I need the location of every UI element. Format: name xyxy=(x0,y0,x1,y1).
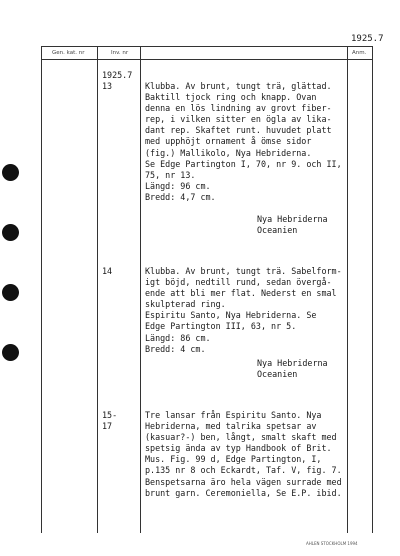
column-divider xyxy=(372,46,373,533)
binder-hole xyxy=(2,164,19,181)
column-divider xyxy=(347,46,348,533)
column-header-gen-kat-nr: Gen. kat. nr xyxy=(52,50,85,56)
footer-print-code: AHLEN STOCKHOLM 1994 xyxy=(306,541,358,546)
entry-1-inv-nr: 1925.7 13 xyxy=(102,70,133,92)
entry-2-inv-nr: 14 xyxy=(102,266,113,276)
column-divider xyxy=(41,46,42,533)
header-top-rule xyxy=(41,46,372,47)
entry-3-description: Tre lansar från Espiritu Santo. Nya Hebriderna, med talrika spetsar av (kasuar?-) ben, långt, smalt skaft med spetsig ända av typ Handbook of Brit. Mus. Fig. 99 d, Edge Partington, I, p.135 nr 8 och Eckardt, Taf. V, fig. 7. Benspetsarna äro hela vägen surrade med brunt garn. Ceremoniella, Se E.P. ibid. xyxy=(145,410,342,498)
entry-1-description: Klubba. Av brunt, tungt trä, glättad. Baktill tjock ring och knapp. Ovan denna en lös lindning av grovt fiber- rep, i vilken sitter en ögla av lika- dant rep. Skaftet runt. huvudet platt med upphöjt ornament å ömse sidor (fig.) Mallikolo, Nya Hebriderna. Se Edge Partington I, 70, nr 9. och II, 75, nr 13. Längd: 96 cm. Bredd: 4,7 cm. xyxy=(145,81,342,202)
entry-2-location: Nya Hebriderna Oceanien xyxy=(257,358,328,380)
entry-3-inv-nr: 15- 17 xyxy=(102,410,118,432)
column-divider xyxy=(140,46,141,533)
column-header-inv-nr: Inv. nr xyxy=(111,50,129,56)
entry-1-location: Nya Hebriderna Oceanien xyxy=(257,214,328,236)
binder-hole xyxy=(2,224,19,241)
binder-hole xyxy=(2,284,19,301)
entry-2-description: Klubba. Av brunt, tungt trä. Sabelform- igt böjd, nedtill rund, sedan övergå- ende att bli mer flat. Nederst en smal skulpterad ring. Espiritu Santo, Nya Hebriderna. Se Edge Partington III, 63, nr 5. Längd: 86 cm. Bredd: 4 cm. xyxy=(145,266,342,354)
binder-hole xyxy=(2,344,19,361)
page-number: 1925.7 xyxy=(351,34,384,44)
column-header-anm: Anm. xyxy=(352,50,367,56)
header-bottom-rule xyxy=(41,59,372,60)
column-divider xyxy=(97,46,98,533)
